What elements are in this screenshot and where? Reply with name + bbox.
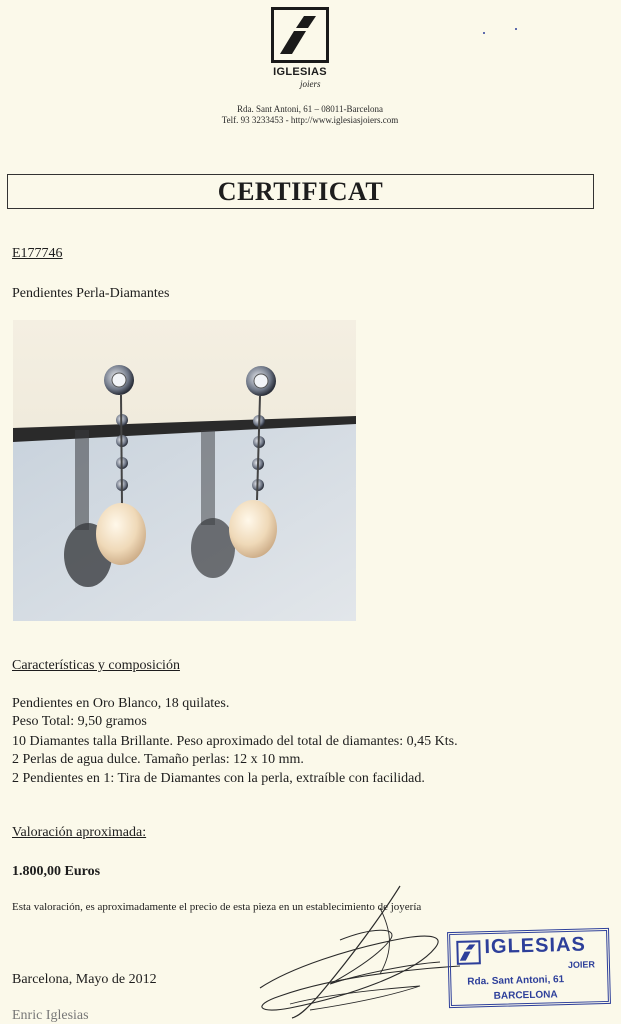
price-value: 1.800,00 Euros [12,864,101,879]
company-stamp [447,928,611,1008]
address-line: Rda. Sant Antoni, 61 – 08011-Barcelona [237,104,383,114]
valuation-disclaimer: Esta valoración, es aproximadamente el precio de esta pieza en un establecimiento de joyería [12,901,422,913]
stamp-subtitle: JOIER [567,959,596,970]
spec-line: 2 Pendientes en 1: Tira de Diamantes con la perla, extraíble con facilidad. [12,771,425,786]
product-photo [13,320,356,621]
product-name: Pendientes Perla-Diamantes [12,286,170,301]
stamp-city: BARCELONA [493,989,558,1002]
stamp-address: Rda. Sant Antoni, 61 [467,974,565,988]
stamp-name: IGLESIAS [484,933,587,959]
brand-logo-icon [271,7,329,63]
title-frame [7,174,594,209]
spec-line: Pendientes en Oro Blanco, 18 quilates. [12,696,230,711]
spec-line: 10 Diamantes talla Brillante. Peso aproximado del total de diamantes: 0,45 Kts. [12,734,458,749]
place-date: Barcelona, Mayo de 2012 [12,972,157,987]
signature [230,878,480,1024]
brand-subtitle: joiers [300,79,321,89]
specs-heading: Características y composición [12,658,180,673]
document-title: CERTIFICAT [217,176,384,206]
certificate-number: E177746 [12,246,63,261]
ink-speck [515,28,517,30]
signatory-name: Enric Iglesias [12,1008,89,1023]
spec-line: Peso Total: 9,50 gramos [12,714,147,729]
ink-speck [483,32,485,34]
spec-line: 2 Perlas de agua dulce. Tamaño perlas: 12 x 10 mm. [12,752,304,767]
stamp-logo-icon [456,940,481,965]
brand-name: IGLESIAS [273,66,327,78]
contact-line: Telf. 93 3233453 - http://www.iglesiasjoiers.com [221,115,399,125]
valuation-heading: Valoración aproximada: [12,825,147,840]
